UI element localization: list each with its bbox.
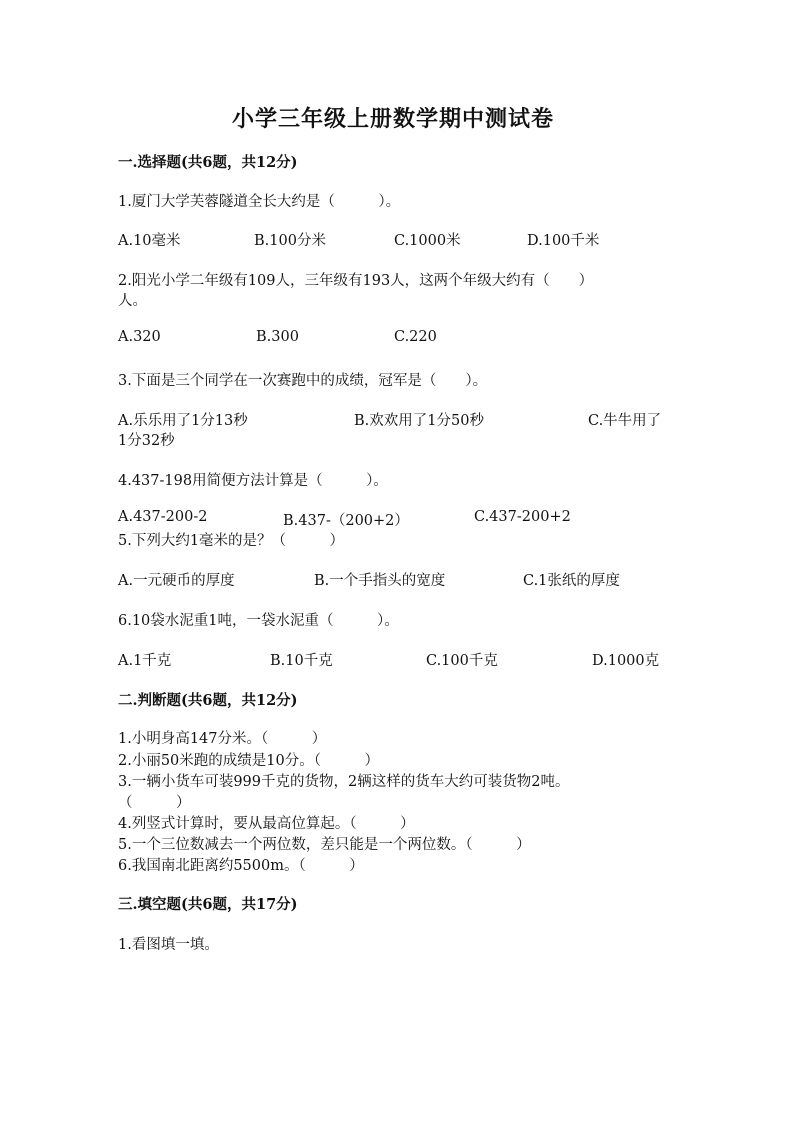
question-stem: 5.下列大约1毫米的是？（ ） [118, 533, 345, 549]
page-title: 小学三年级上册数学期中测试卷 [232, 106, 555, 132]
option-a: A.一元硬币的厚度 [118, 573, 235, 589]
option-c: C.437-200+2 [474, 509, 571, 525]
option-a: A.437-200-2 [118, 509, 208, 525]
judgement-item: 5.一个三位数减去一个两位数，差只能是一个两位数。（ ） [118, 837, 531, 853]
option-b: B.欢欢用了1分50秒 [354, 413, 484, 429]
option-a: A.乐乐用了1分13秒 [118, 413, 248, 429]
question-stem: 4.437-198用简便方法计算是（ ）。 [118, 473, 388, 489]
judgement-item: 2.小丽50米跑的成绩是10分。（ ） [118, 753, 379, 769]
section-heading-choice: 一.选择题(共6题，共12分) [118, 154, 298, 171]
option-b: B.100分米 [254, 233, 326, 249]
question-stem: 1.看图填一填。 [118, 937, 219, 953]
judgement-item: 1.小明身高147分米。（ ） [118, 731, 327, 747]
question-stem-cont: 人。 [118, 293, 147, 309]
option-b: B.一个手指头的宽度 [314, 573, 446, 589]
option-c: C.220 [394, 329, 437, 345]
option-c: C.1000米 [394, 233, 461, 249]
option-c: C.100千克 [426, 653, 498, 669]
question-stem: 3.下面是三个同学在一次赛跑中的成绩，冠军是（ ）。 [118, 373, 488, 389]
option-c-cont: 1分32秒 [118, 433, 175, 449]
question-stem: 1.厦门大学芙蓉隧道全长大约是（ ）。 [118, 194, 401, 210]
option-a: A.320 [118, 329, 161, 345]
option-b: B.300 [256, 329, 299, 345]
option-a: A.1千克 [118, 653, 172, 669]
option-a: A.10毫米 [118, 233, 181, 249]
judgement-item: 3.一辆小货车可装999千克的货物，2辆这样的货车大约可装货物2吨。 [118, 774, 570, 790]
judgement-item: 6.我国南北距离约5500m。（ ） [118, 858, 364, 874]
option-d: D.1000克 [592, 653, 660, 669]
judgement-item-cont: （ ） [118, 795, 191, 811]
question-stem: 2.阳光小学二年级有109人，三年级有193人，这两个年级大约有（ ） [118, 273, 594, 289]
option-b: B.10千克 [270, 653, 333, 669]
option-b: B.437-（200+2） [283, 513, 409, 529]
question-stem: 6.10袋水泥重1吨，一袋水泥重（ ）。 [118, 613, 399, 629]
option-d: D.100千米 [527, 233, 600, 249]
judgement-item: 4.列竖式计算时，要从最高位算起。（ ） [118, 816, 415, 832]
option-c: C.牛牛用了 [588, 413, 662, 429]
section-heading-fill-blank: 三.填空题(共6题，共17分) [118, 896, 298, 913]
section-heading-judgement: 二.判断题(共6题，共12分) [118, 692, 298, 709]
option-c: C.1张纸的厚度 [523, 573, 620, 589]
